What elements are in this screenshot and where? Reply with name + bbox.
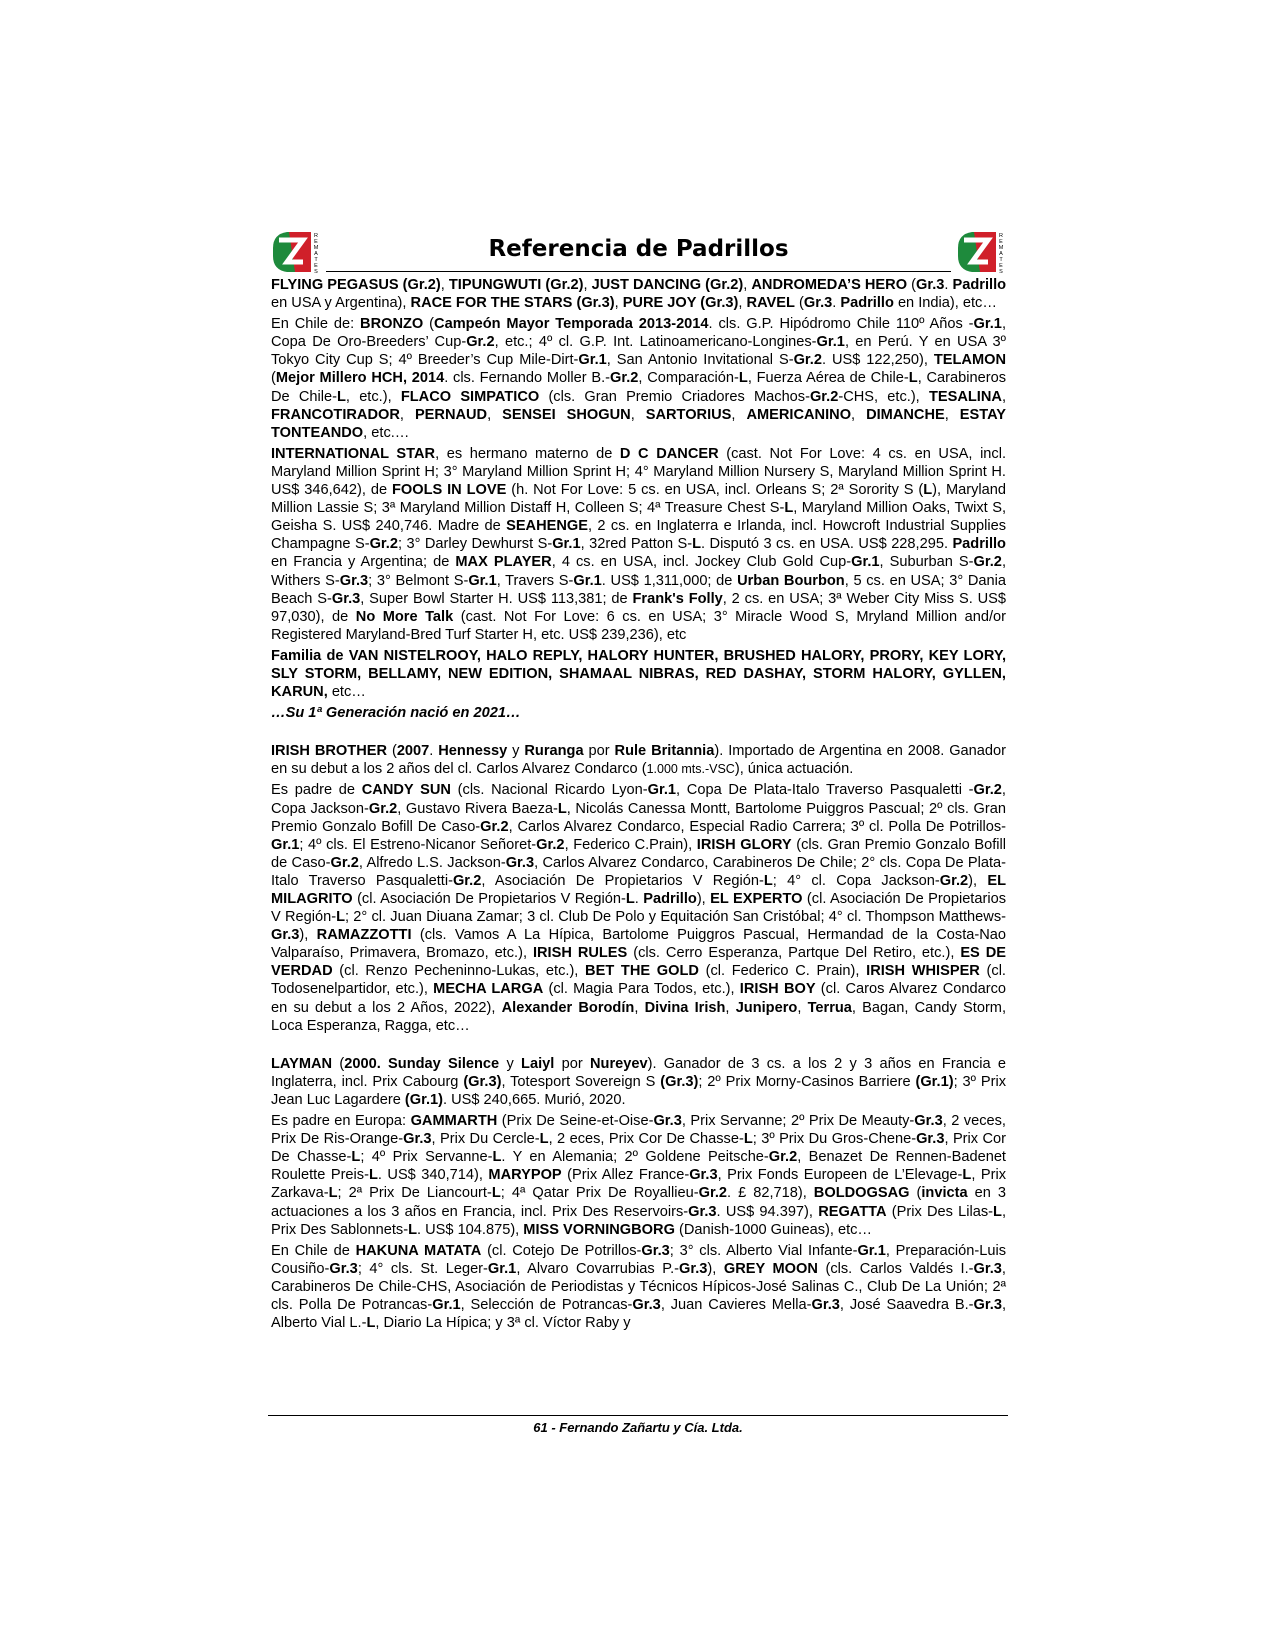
- svg-text:S: S: [999, 269, 1003, 274]
- page: [271, 226, 1006, 1335]
- svg-text:R: R: [314, 233, 318, 239]
- svg-text:M: M: [998, 245, 1004, 251]
- svg-text:R: R: [999, 233, 1003, 239]
- zr-logo-icon: [956, 228, 1006, 274]
- svg-text:E: E: [314, 263, 318, 269]
- paragraph-first-generation: …Su 1ª Generación nació en 2021…: [271, 705, 521, 722]
- svg-text:E: E: [999, 239, 1003, 245]
- svg-text:E: E: [999, 263, 1003, 269]
- paragraph-layman-europe: Es padre en Europa: GAMMARTH (Prix De Seine-et-Oise-Gr.3, Prix Servanne; 2º Prix De Meauty-Gr.3, 2 veces, Prix De Ris-Orange-Gr.3, Prix Du Cercle-L, 2 eces, Prix Cor De Chasse-L; 3º Prix Du Gros-Chene-Gr.3, Prix Cor De Chasse-L; 4º Prix Servanne-L. Y en Alemania; 2º Goldene Peitsche-Gr.2, Benazet De Rennen-Badenet Roulette Preis-L. US$ 340,714), MARYPOP (Prix Allez France-Gr.3, Prix Fonds Europeen de L’Elevage-L, Prix Zarkava-L; 2ª Prix De Liancourt-L; 4ª Qatar Prix De Royallieu-Gr.2. £ 82,718), BOLDOGSAG (invicta en 3 actuaciones a los 3 años en Francia, incl. Prix Des Reservoirs-Gr.3. US$ 94.397), REGATTA (Prix Des Lilas-L, Prix Des Sablonnets-L. US$ 104.875), MISS VORNINGBORG (Danish-1000 Guineas), etc…: [271, 1113, 1007, 1238]
- svg-text:T: T: [999, 257, 1003, 263]
- paragraph-layman-chile: En Chile de HAKUNA MATATA (cl. Cotejo De Potrillos-Gr.3; 3° cls. Alberto Vial Infante-Gr.1, Preparación-Luis Cousiño-Gr.3; 4° cls. St. Leger-Gr.1, Alvaro Covarrubias P.-Gr.3), GREY MOON (cls. Carlos Valdés I.-Gr.3, Carabineros De Chile-CHS, Asociación de Periodistas y Técnicos Hípicos-José Salinas C., Club De La Unión; 2ª cls. Polla De Potrancas-Gr.1, Selección de Potrancas-Gr.3, Juan Cavieres Mella-Gr.3, José Saavedra B.-Gr.3, Alberto Vial L.-L, Diario La Hípica; y 3ª cl. Víctor Raby y: [271, 1242, 1007, 1332]
- paragraph-chile-offspring: En Chile de: BRONZO (Campeón Mayor Temporada 2013-2014. cls. G.P. Hipódromo Chile 110º Años -Gr.1, Copa De Oro-Breeders’ Cup-Gr.2, etc.; 4º cl. G.P. Int. Latinoamericano-Longines-Gr.1, en Perú. Y en USA 3º Tokyo City Cup S; 4º Breeder’s Cup Mile-Dirt-Gr.1, San Antonio Invitational S-Gr.2. US$ 122,250), TELAMON (Mejor Millero HCH, 2014. cls. Fernando Moller B.-Gr.2, Comparación-L, Fuerza Aérea de Chile-L, Carabineros De Chile-L, etc.), FLACO SIMPATICO (cls. Gran Premio Criadores Machos-Gr.2-CHS, etc.), TESALINA, FRANCOTIRADOR, PERNAUD, SENSEI SHOGUN, SARTORIUS, AMERICANINO, DIMANCHE, ESTAY TONTEANDO, etc.…: [271, 316, 1007, 441]
- svg-text:M: M: [313, 245, 319, 251]
- footer-divider: [268, 1415, 1008, 1416]
- svg-text:T: T: [314, 257, 318, 263]
- paragraph-stallion-offspring: FLYING PEGASUS (Gr.2), TIPUNGWUTI (Gr.2), JUST DANCING (Gr.2), ANDROMEDA’S HERO (Gr.3. Padrillo en USA y Argentina), RACE FOR THE STARS (Gr.3), PURE JOY (Gr.3), RAVEL (Gr.3. Padrillo en India), etc…: [271, 277, 1007, 312]
- page-header: [271, 226, 1006, 276]
- svg-text:A: A: [314, 251, 318, 257]
- paragraph-irish-brother: IRISH BROTHER (2007. Hennessy y Ruranga por Rule Britannia). Importado de Argentina en 2008. Ganador en su debut a los 2 años del cl. Carlos Alvarez Condarco (1.000 mts.-VSC), única actuación.: [271, 743, 1006, 778]
- paragraph-family: Familia de VAN NISTELROOY, HALO REPLY, HALORY HUNTER, BRUSHED HALORY, PRORY, KEY LORY, SLY STORM, BELLAMY, NEW EDITION, SHAMAAL NIBRAS, RED DASHAY, STORM HALORY, GYLLEN, KARUN, etc…: [271, 647, 1006, 701]
- document-body: [271, 276, 1006, 1332]
- paragraph-layman: LAYMAN (2000. Sunday Silence y Laiyl por Nureyev). Ganador de 3 cs. a los 2 y 3 años en Francia e Inglaterra, incl. Prix Cabourg (Gr.3), Totesport Sovereign S (Gr.3); 2º Prix Morny-Casinos Barriere (Gr.1); 3º Prix Jean Luc Lagardere (Gr.1). US$ 240,665. Murió, 2020.: [271, 1055, 1007, 1108]
- svg-text:E: E: [314, 239, 318, 245]
- header-divider: [326, 271, 951, 272]
- paragraph-irish-brother-offspring: Es padre de CANDY SUN (cls. Nacional Ricardo Lyon-Gr.1, Copa De Plata-Italo Traverso Pasqualetti -Gr.2, Copa Jackson-Gr.2, Gustavo Rivera Baeza-L, Nicolás Canessa Montt, Bartolome Puiggros Pascual; 2º cls. Gran Premio Gonzalo Bofill De Caso-Gr.2, Carlos Alvarez Condarco, Especial Radio Carrera; 3º cl. Polla De Potrillos-Gr.1; 4º cls. El Estreno-Nicanor Señoret-Gr.2, Federico C.Prain), IRISH GLORY (cls. Gran Premio Gonzalo Bofill de Caso-Gr.2, Alfredo L.S. Jackson-Gr.3, Carlos Alvarez Condarco, Carabineros De Chile; 2° cls. Copa De Plata-Italo Traverso Pasqualetti-Gr.2, Asociación De Propietarios V Región-L; 4° cl. Copa Jackson-Gr.2), EL MILAGRITO (cl. Asociación De Propietarios V Región-L. Padrillo), EL EXPERTO (cl. Asociación De Propietarios V Región-L; 2° cl. Juan Diuana Zamar; 3 cl. Club De Polo y Equitación San Cristóbal; 4° cl. Thompson Matthews-Gr.3), RAMAZZOTTI (cls. Vamos A La Hípica, Bartolome Puiggros Pascual, Hermandad de la Costa-Nao Valparaíso, Primavera, Bromazo, etc.), IRISH RULES (cls. Cerro Esperanza, Partque Del Retiro, etc.), ES DE VERDAD (cl. Renzo Pecheninno-Lukas, etc.), BET THE GOLD (cl. Federico C. Prain), IRISH WHISPER (cl. Todosenelpartidor, etc.), MECHA LARGA (cl. Magia Para Todos, etc.), IRISH BOY (cl. Caros Alvarez Condarco en su debut a los 2 Años, 2022), Alexander Borodín, Divina Irish, Junipero, Terrua, Bagan, Candy Storm, Loca Esperanza, Ragga, etc…: [271, 782, 1007, 1034]
- zr-logo-icon: [271, 228, 321, 274]
- svg-text:A: A: [999, 251, 1003, 257]
- page-footer: 61 - Fernando Zañartu y Cía. Ltda.: [533, 1420, 743, 1435]
- page-title: Referencia de Padrillos: [488, 236, 789, 262]
- paragraph-international-star: INTERNATIONAL STAR, es hermano materno de D C DANCER (cast. Not For Love: 4 cs. en USA, incl. Maryland Million Sprint H; 3° Maryland Million Sprint H; 4° Maryland Million Nursery S, Maryland Million Sprint H. US$ 346,642), de FOOLS IN LOVE (h. Not For Love: 5 cs. en USA, incl. Orleans S; 2ª Sorority S (L), Maryland Million Lassie S; 3ª Maryland Million Distaff H, Colleen S; 4ª Treasure Chest S-L, Maryland Million Oaks, Twixt S, Geisha S. US$ 240,746. Madre de SEAHENGE, 2 cs. en Inglaterra e Irlanda, incl. Howcroft Industrial Supplies Champagne S-Gr.2; 3° Darley Dewhurst S-Gr.1, 32red Patton S-L. Disputó 3 cs. en USA. US$ 228,295. Padrillo en Francia y Argentina; de MAX PLAYER, 4 cs. en USA, incl. Jockey Club Gold Cup-Gr.1, Suburban S-Gr.2, Withers S-Gr.3; 3° Belmont S-Gr.1, Travers S-Gr.1. US$ 1,311,000; de Urban Bourbon, 5 cs. en USA; 3° Dania Beach S-Gr.3, Super Bowl Starter H. US$ 113,381; de Frank's Folly, 2 cs. en USA; 3ª Weber City Miss S. US$ 97,030), de No More Talk (cast. Not For Love: 6 cs. en USA; 3° Miracle Wood S, Mryland Million and/or Registered Maryland-Bred Turf Starter H, etc. US$ 239,236), etc: [271, 445, 1007, 643]
- svg-text:S: S: [314, 269, 318, 274]
